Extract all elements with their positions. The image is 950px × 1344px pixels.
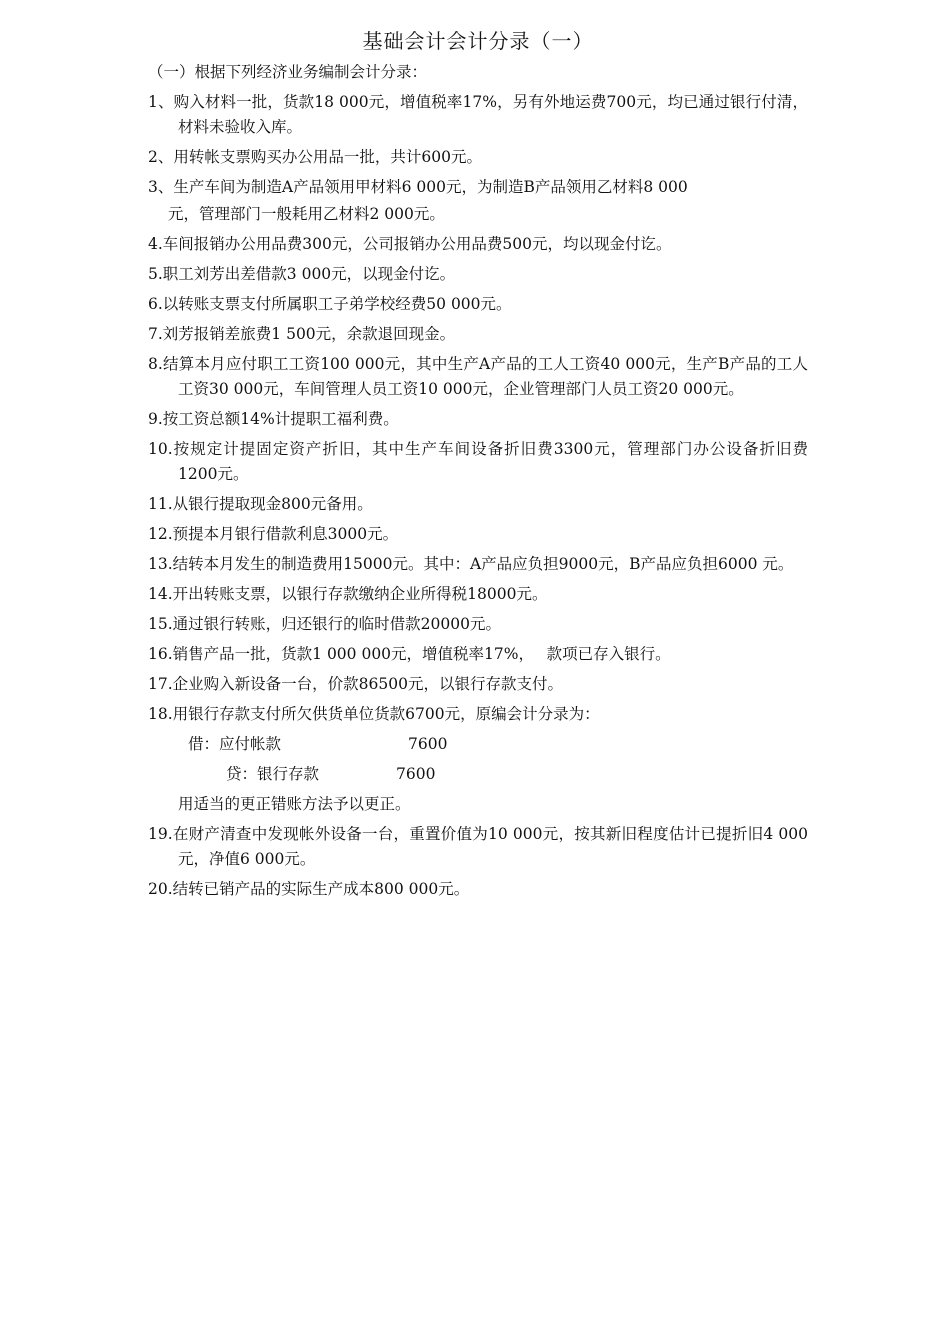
item-number: 3、 — [148, 178, 174, 196]
list-item — [148, 582, 808, 607]
item-text: 从银行提取现金800元备用。 — [172, 495, 373, 513]
item-number: 5. — [148, 265, 163, 283]
list-item — [148, 492, 808, 517]
item-text: 刘芳报销差旅费1 500元，余款退回现金。 — [162, 325, 456, 343]
item-text: 用银行存款支付所欠供货单位货款6700元，原编会计分录为： — [172, 705, 600, 723]
item-text: 以转账支票支付所属职工子弟学校经费50 000元。 — [162, 295, 512, 313]
item-number: 16. — [148, 645, 173, 663]
list-item — [148, 352, 808, 402]
item-text: 预提本月银行借款利息3000元。 — [172, 525, 399, 543]
credit-account: 贷：银行存款 — [226, 765, 320, 783]
item-text: 在财产清查中发现帐外设备一台，重置价值为10 000元，按其新旧程度估计已提折旧4 000元，净值6 000元。 — [172, 825, 808, 868]
item-number: 18. — [148, 705, 173, 723]
item-number: 11. — [148, 495, 173, 513]
item-text: 购入材料一批，货款18 000元，增值税率17%，另有外地运费700元，均已通过银行付清，材料未验收入库。 — [173, 93, 808, 136]
debit-account: 借：应付帐款 — [188, 735, 282, 753]
item-number: 1、 — [148, 93, 174, 111]
item-number: 17. — [148, 675, 173, 693]
item-number: 14. — [148, 585, 173, 603]
journal-credit-line — [148, 762, 808, 787]
item-number: 6. — [148, 295, 163, 313]
list-item — [148, 822, 808, 872]
item-text: 职工刘芳出差借款3 000元，以现金付讫。 — [162, 265, 456, 283]
list-item — [148, 322, 808, 347]
item-text: 结算本月应付职工工资100 000元，其中生产A产品的工人工资40 000元，生产B产品的工人工资30 000元，车间管理人员工资10 000元，企业管理部门人员工资20 000元。 — [162, 355, 808, 398]
list-item — [148, 232, 808, 257]
page-title: 基础会计会计分录（一） — [362, 29, 594, 53]
correction-note: 用适当的更正错账方法予以更正。 — [178, 795, 411, 813]
list-item — [148, 522, 808, 547]
item-number: 2、 — [148, 148, 174, 166]
item-number: 7. — [148, 325, 163, 343]
item-number: 19. — [148, 825, 173, 843]
list-item — [148, 702, 808, 727]
list-item — [148, 145, 808, 170]
item-text: 结转本月发生的制造费用15000元。其中：A产品应负担9000元，B产品应负担6000 元。 — [172, 555, 794, 573]
item-text: 车间报销办公用品费300元，公司报销办公用品费500元，均以现金付讫。 — [162, 235, 672, 253]
list-item — [148, 642, 808, 667]
list-item — [148, 672, 808, 697]
list-item — [148, 407, 808, 432]
credit-amount: 7600 — [396, 765, 436, 783]
list-item — [148, 175, 808, 200]
item-number: 12. — [148, 525, 173, 543]
debit-amount: 7600 — [408, 735, 448, 753]
item-number: 4. — [148, 235, 163, 253]
item-text: 按规定计提固定资产折旧，其中生产车间设备折旧费3300元，管理部门办公设备折旧费1200元。 — [172, 440, 808, 483]
item-continuation: 元，管理部门一般耗用乙材料2 000元。 — [168, 205, 445, 223]
section-heading: （一）根据下列经济业务编制会计分录： — [148, 63, 428, 81]
list-item — [148, 90, 808, 140]
item-number: 15. — [148, 615, 173, 633]
item-text: 结转已销产品的实际生产成本800 000元。 — [172, 880, 470, 898]
item-number: 8. — [148, 355, 163, 373]
item-number: 20. — [148, 880, 173, 898]
document-page — [148, 26, 808, 907]
item-text: 按工资总额14%计提职工福利费。 — [162, 410, 399, 428]
item-text: 通过银行转账，归还银行的临时借款20000元。 — [172, 615, 501, 633]
item-text: 生产车间为制造A产品领用甲材料6 000元，为制造B产品领用乙材料8 000 — [173, 178, 688, 196]
item-text: 销售产品一批，货款1 000 000元，增值税率17%， 款项已存入银行。 — [172, 645, 671, 663]
item-number: 10. — [148, 440, 173, 458]
item-text: 企业购入新设备一台，价款86500元，以银行存款支付。 — [172, 675, 563, 693]
list-item — [148, 552, 808, 577]
item-number: 13. — [148, 555, 173, 573]
list-item — [148, 877, 808, 902]
list-item — [148, 292, 808, 317]
list-item — [148, 437, 808, 487]
item-text: 开出转账支票，以银行存款缴纳企业所得税18000元。 — [172, 585, 548, 603]
list-item — [148, 262, 808, 287]
item-text: 用转帐支票购买办公用品一批，共计600元。 — [173, 148, 482, 166]
journal-debit-line — [148, 732, 808, 757]
item-number: 9. — [148, 410, 163, 428]
list-item — [148, 612, 808, 637]
